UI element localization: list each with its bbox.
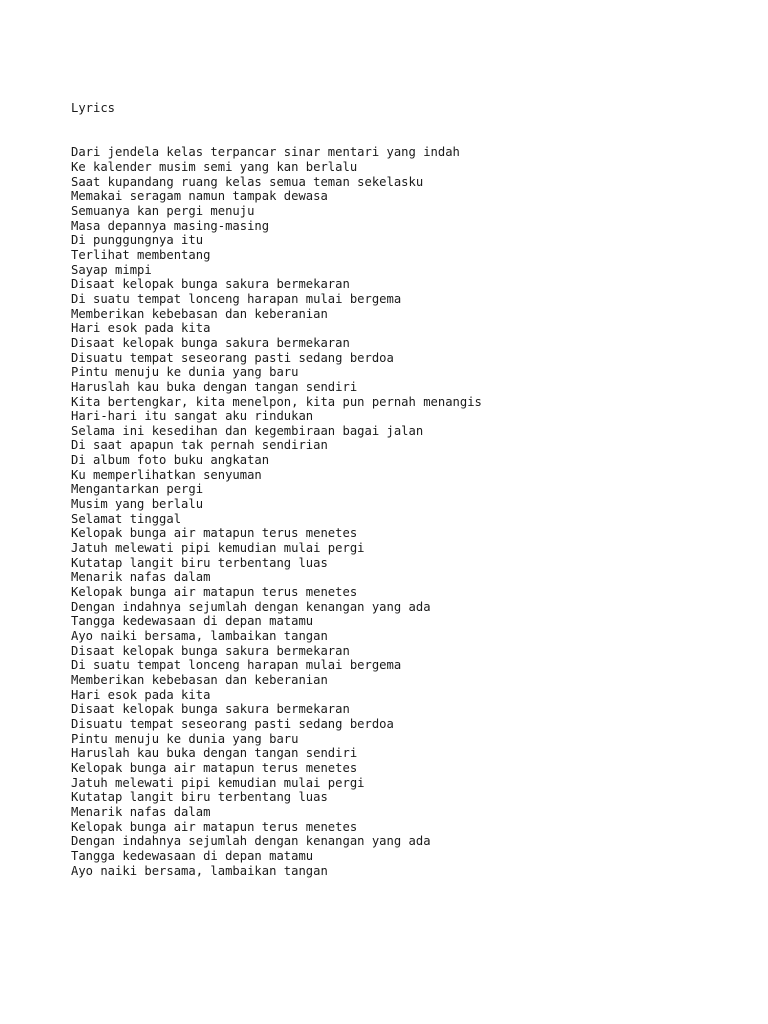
lyric-line: Selamat tinggal bbox=[71, 511, 182, 526]
lyric-line: Di punggungnya itu bbox=[71, 233, 204, 248]
lyrics-lines bbox=[71, 145, 751, 878]
lyric-line: Disaat kelopak bunga sakura bermekaran bbox=[71, 643, 350, 658]
lyrics-heading: Lyrics bbox=[71, 101, 116, 116]
lyric-line: Kelopak bunga air matapun terus menetes bbox=[71, 819, 358, 834]
lyric-line: Pintu menuju ke dunia yang baru bbox=[71, 731, 299, 746]
lyric-line: Selama ini kesedihan dan kegembiraan bagai jalan bbox=[71, 423, 424, 438]
lyric-line: Ayo naiki bersama, lambaikan tangan bbox=[71, 629, 328, 643]
lyric-line: Menarik nafas dalam bbox=[71, 804, 211, 819]
lyric-line: Jatuh melewati pipi kemudian mulai pergi bbox=[71, 775, 365, 790]
lyric-line: Memberikan kebebasan dan keberanian bbox=[71, 306, 328, 321]
lyric-line: Mengantarkan pergi bbox=[71, 482, 204, 497]
lyric-line: Hari-hari itu sangat aku rindukan bbox=[71, 409, 314, 424]
lyric-line: Disaat kelopak bunga sakura bermekaran bbox=[71, 277, 350, 292]
lyric-line: Ku memperlihatkan senyuman bbox=[71, 467, 262, 482]
lyric-line: Kita bertengkar, kita menelpon, kita pun pernah menangis bbox=[71, 394, 482, 409]
lyric-line: Semuanya kan pergi menuju bbox=[71, 203, 255, 218]
lyric-line: Di saat apapun tak pernah sendirian bbox=[71, 438, 328, 453]
lyric-line: Ayo naiki bersama, lambaikan tangan bbox=[71, 863, 328, 878]
lyric-line: Hari esok pada kita bbox=[71, 321, 211, 336]
lyric-line: Menarik nafas dalam bbox=[71, 570, 211, 585]
lyric-line: Disuatu tempat seseorang pasti sedang berdoa bbox=[71, 350, 394, 365]
lyric-line: Kelopak bunga air matapun terus menetes bbox=[71, 526, 358, 541]
lyric-line: Dari jendela kelas terpancar sinar mentari yang indah bbox=[71, 145, 460, 160]
lyric-line: Sayap mimpi bbox=[71, 262, 152, 277]
lyric-line: Disaat kelopak bunga sakura bermekaran bbox=[71, 335, 350, 350]
lyric-line: Hari esok pada kita bbox=[71, 687, 211, 702]
lyric-line: Masa depannya masing-masing bbox=[71, 218, 270, 233]
lyric-line: Memakai seragam namun tampak dewasa bbox=[71, 189, 328, 204]
lyric-line: Jatuh melewati pipi kemudian mulai pergi bbox=[71, 541, 365, 556]
lyric-line: Dengan indahnya sejumlah dengan kenangan yang ada bbox=[71, 834, 431, 849]
lyric-line: Terlihat membentang bbox=[71, 247, 211, 262]
lyric-line: Haruslah kau buka dengan tangan sendiri bbox=[71, 746, 358, 761]
lyric-line: Kelopak bunga air matapun terus menetes bbox=[71, 760, 358, 775]
lyrics-document bbox=[71, 72, 751, 893]
lyric-line: Ke kalender musim semi yang kan berlalu bbox=[71, 160, 358, 174]
lyric-line: Memberikan kebebasan dan keberanian bbox=[71, 672, 328, 687]
lyric-line: Tangga kedewasaan di depan matamu bbox=[71, 848, 314, 863]
lyric-line: Di album foto buku angkatan bbox=[71, 453, 270, 468]
lyric-line: Tangga kedewasaan di depan matamu bbox=[71, 614, 314, 629]
lyric-line: Kutatap langit biru terbentang luas bbox=[71, 555, 328, 570]
lyric-line: Haruslah kau buka dengan tangan sendiri bbox=[71, 379, 358, 394]
lyric-line: Kutatap langit biru terbentang luas bbox=[71, 790, 328, 805]
lyric-line: Saat kupandang ruang kelas semua teman sekelasku bbox=[71, 174, 424, 189]
lyric-line: Musim yang berlalu bbox=[71, 497, 204, 512]
lyric-line: Di suatu tempat lonceng harapan mulai bergema bbox=[71, 291, 402, 306]
lyric-line: Kelopak bunga air matapun terus menetes bbox=[71, 585, 358, 600]
lyric-line: Pintu menuju ke dunia yang baru bbox=[71, 365, 299, 380]
lyric-line: Di suatu tempat lonceng harapan mulai bergema bbox=[71, 658, 402, 673]
lyric-line: Disaat kelopak bunga sakura bermekaran bbox=[71, 702, 350, 717]
lyric-line: Disuatu tempat seseorang pasti sedang berdoa bbox=[71, 716, 394, 731]
lyric-line: Dengan indahnya sejumlah dengan kenangan yang ada bbox=[71, 599, 431, 614]
